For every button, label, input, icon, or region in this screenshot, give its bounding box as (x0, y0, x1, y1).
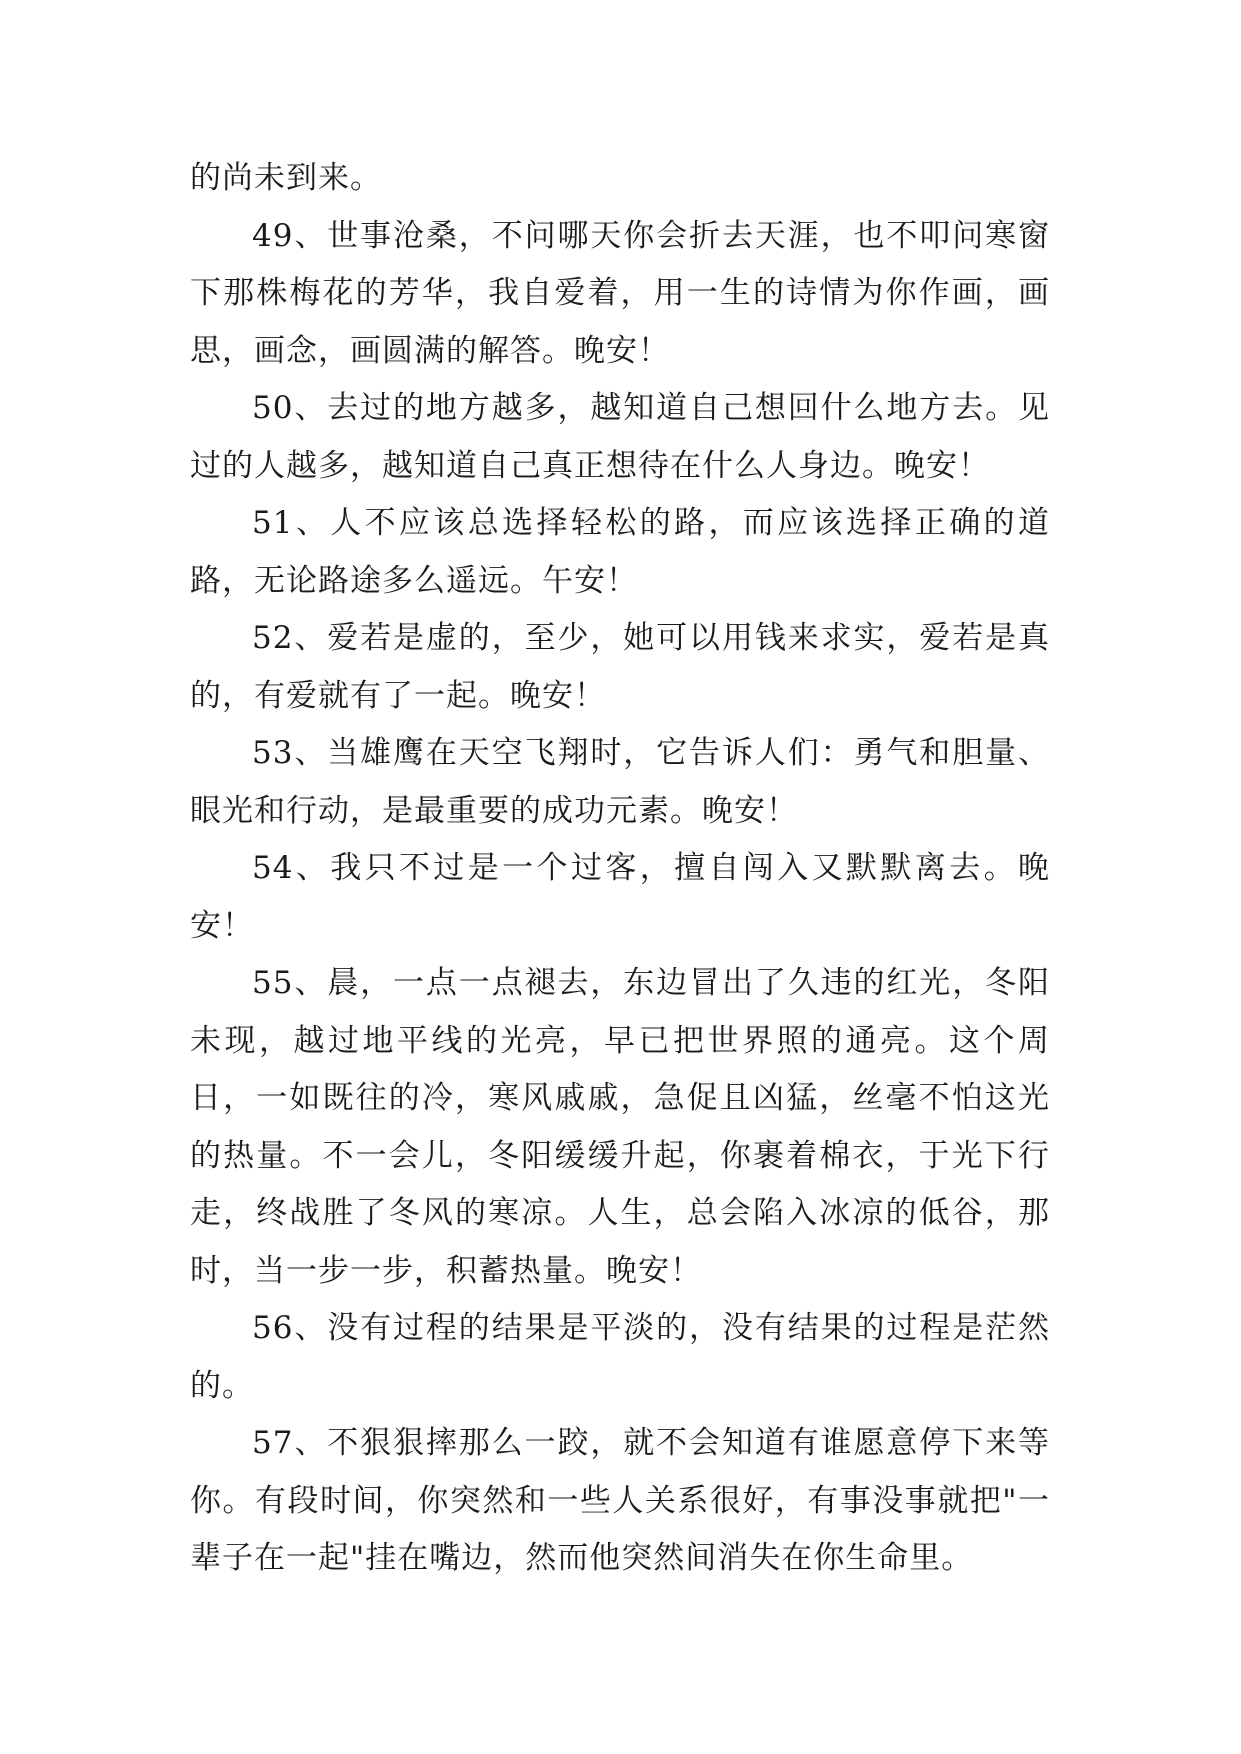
paragraph-continuation: 的尚未到来。 (190, 160, 382, 196)
paragraph-52: 52、爱若是虚的，至少，她可以用钱来求实，爱若是真的，有爱就有了一起。晚安！ (190, 620, 1050, 714)
paragraph-56: 56、没有过程的结果是平淡的，没有结果的过程是茫然的。 (190, 1310, 1050, 1404)
paragraph-57: 57、不狠狠摔那么一跤，就不会知道有谁愿意停下来等你。有段时间，你突然和一些人关系很好，有事没事就把"一辈子在一起"挂在嘴边，然而他突然间消失在你生命里。 (190, 1425, 1050, 1576)
paragraph-51: 51、人不应该总选择轻松的路，而应该选择正确的道路，无论路途多么遥远。午安！ (190, 505, 1050, 599)
document-page (190, 150, 1050, 1588)
paragraph-50: 50、去过的地方越多，越知道自己想回什么地方去。见过的人越多，越知道自己真正想待在什么人身边。晚安！ (190, 390, 1050, 484)
paragraph-53: 53、当雄鹰在天空飞翔时，它告诉人们：勇气和胆量、眼光和行动，是最重要的成功元素。晚安！ (190, 735, 1050, 829)
paragraph-49: 49、世事沧桑，不问哪天你会折去天涯，也不叩问寒窗下那株梅花的芳华，我自爱着，用一生的诗情为你作画，画思，画念，画圆满的解答。晚安！ (190, 217, 1050, 369)
paragraph-55: 55、晨，一点一点褪去，东边冒出了久违的红光，冬阳未现，越过地平线的光亮，早已把世界照的通亮。这个周日，一如既往的冷，寒风戚戚，急促且凶猛，丝毫不怕这光的热量。不一会儿，冬阳缓缓升起，你裹着棉衣，于光下行走，终战胜了冬风的寒凉。人生，总会陷入冰凉的低谷，那时，当一步一步，积蓄热量。晚安！ (190, 965, 1050, 1289)
paragraph-54: 54、我只不过是一个过客，擅自闯入又默默离去。晚安！ (190, 850, 1050, 944)
